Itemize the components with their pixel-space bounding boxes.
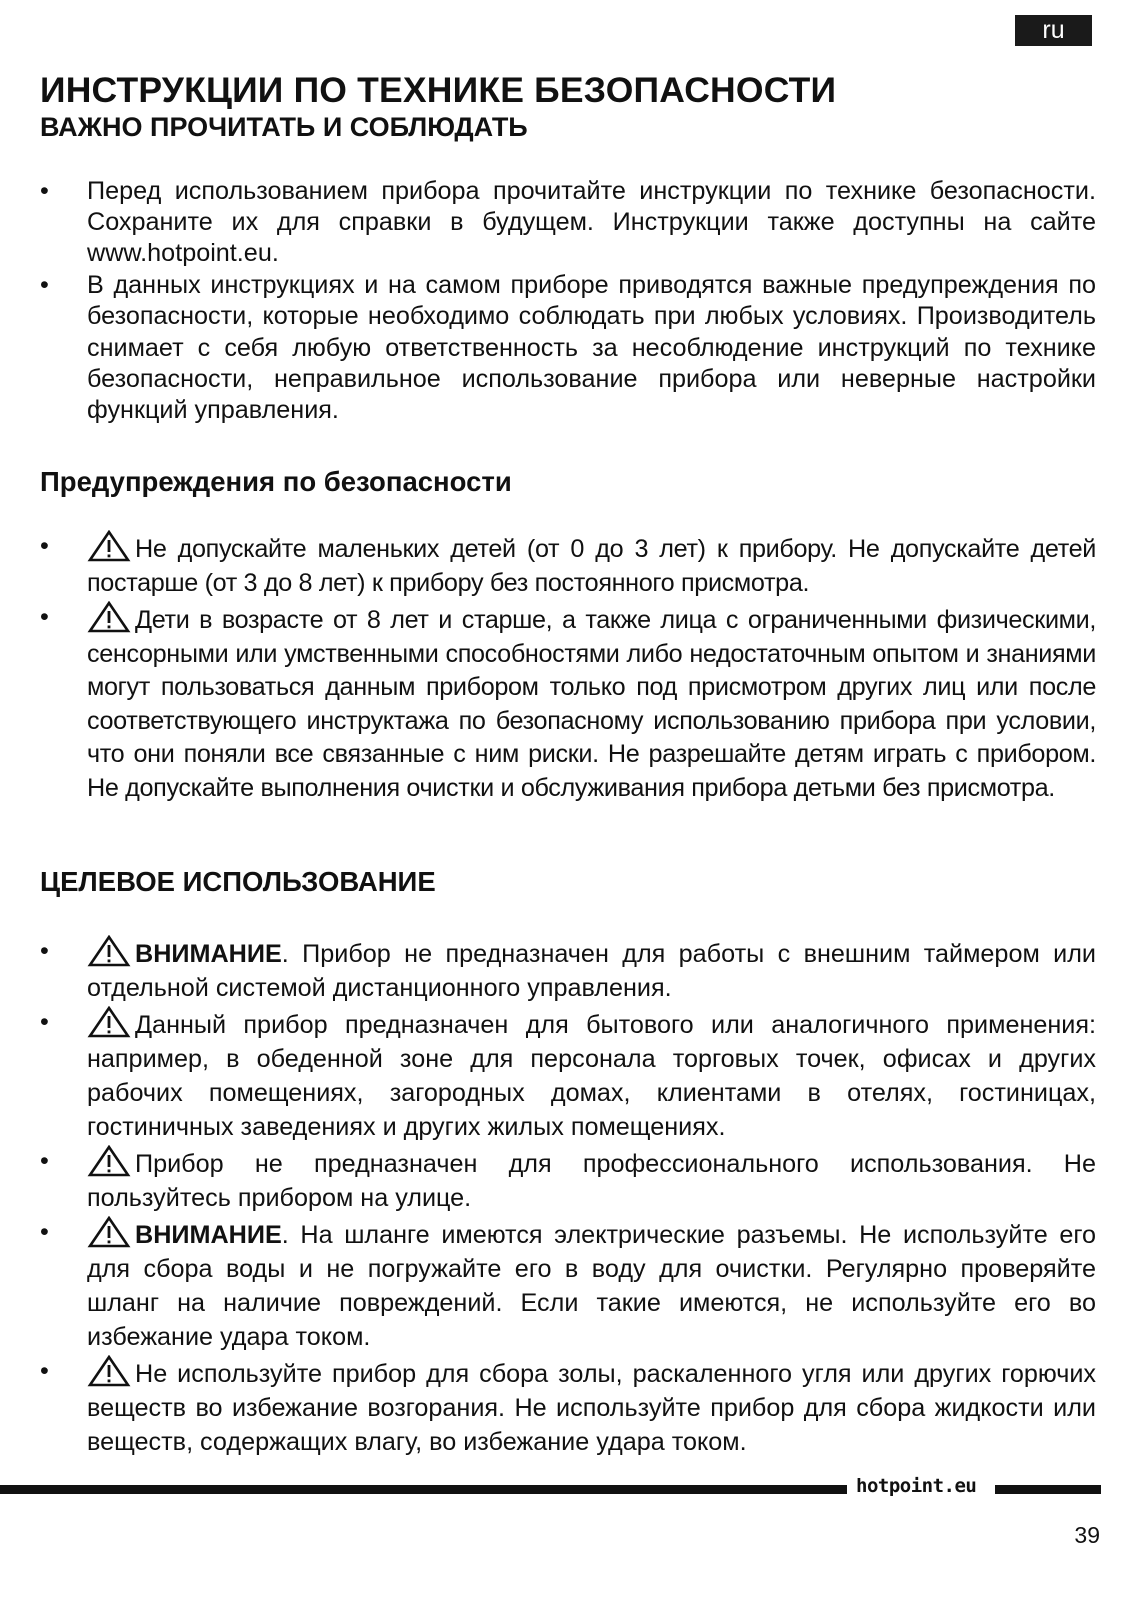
- list-item-text: Перед использованием прибора прочитайте инструкции по технике безопасности. Сохраните их для справки в будущем. Инструкции также доступны на сайте www.hotpoint.eu.: [87, 177, 1096, 268]
- bullet: •: [40, 937, 49, 965]
- bullet: •: [40, 177, 49, 205]
- list-item: [40, 935, 1096, 1006]
- warning-triangle-icon: [87, 601, 131, 633]
- attention-label: ВНИМАНИЕ: [135, 1221, 282, 1250]
- list-item-text: Прибор не предназначен для профессионального использования. Не пользуйтесь прибором на улице.: [87, 1149, 1096, 1212]
- page-number: 39: [1074, 1522, 1100, 1548]
- bullet: •: [40, 1356, 49, 1385]
- bullet: •: [40, 532, 49, 560]
- list-item: [40, 601, 1096, 805]
- section-title-safety: Предупреждения по безопасности: [40, 466, 512, 497]
- list-item-text: . На шланге имеются электрические разъемы. Не используйте его для сбора воды и не погружайте его в воду для очистки. Регулярно проверяйте шланг на наличие повреждений. Если такие имеются, не используйте его во избежание удара током.: [87, 1221, 1096, 1351]
- footer-rule-left: [0, 1485, 847, 1494]
- list-item: [40, 176, 1096, 270]
- page-title: ИНСТРУКЦИИ ПО ТЕХНИКЕ БЕЗОПАСНОСТИ: [40, 70, 837, 110]
- list-item-text: Дети в возрасте от 8 лет и старше, а также лица с ограниченными физическими, сенсорными или умственными способностями либо недостаточным опытом и знаниями могут пользоваться данным прибором только под присмотром других лиц или после соответствующего инструктажа по безопасному использованию прибора при условии, что они поняли все связанные с ним риски. Не разрешайте детям играть с прибором. Не допускайте выполнения очистки и обслуживания прибора детьми без присмотра.: [87, 606, 1096, 802]
- page-subtitle: ВАЖНО ПРОЧИТАТЬ И СОБЛЮДАТЬ: [40, 112, 528, 142]
- warning-triangle-icon: [87, 935, 131, 967]
- list-item: [40, 1216, 1096, 1354]
- list-item-text: Не используйте прибор для сбора золы, раскаленного угля или других горючих веществ во избежание возгорания. Не используйте прибор для сбора жидкости или веществ, содержащих влагу, во избежание удара током.: [87, 1359, 1096, 1456]
- warning-triangle-icon: [87, 1006, 131, 1038]
- footer-site-label: hotpoint.eu: [856, 1475, 977, 1497]
- list-item-text: Данный прибор предназначен для бытового или аналогичного применения: например, в обеденной зоне для персонала торговых точек, офисах и других рабочих помещениях, загородных домах, клиентами в отелях, гостиницах, гостиничных заведениях и других жилых помещениях.: [87, 1011, 1096, 1141]
- bullet: •: [40, 1008, 49, 1037]
- warning-triangle-icon: [87, 1145, 131, 1177]
- language-badge: ru: [1015, 15, 1092, 46]
- bullet: •: [40, 603, 49, 631]
- warning-triangle-icon: [87, 530, 131, 562]
- bullet: •: [40, 271, 49, 300]
- list-item-text: Не допускайте маленьких детей (от 0 до 3 лет) к прибору. Не допускайте детей постарше (от 3 до 8 лет) к прибору без постоянного присмотра.: [87, 535, 1096, 597]
- list-item-text: В данных инструкциях и на самом приборе приводятся важные предупреждения по безопасности, которые необходимо соблюдать при любых условиях. Производитель снимает с себя любую ответственность за несоблюдение инструкций по технике безопасности, неправильное использование прибора или неверные настройки функций управления.: [87, 271, 1096, 425]
- list-item: [40, 1145, 1096, 1216]
- bullet: •: [40, 1146, 49, 1175]
- bullet: •: [40, 1218, 49, 1247]
- warning-triangle-icon: [87, 1355, 131, 1387]
- list-item-text: . Прибор не предназначен для работы с внешним таймером или отдельной системой дистанционного управления.: [87, 940, 1096, 1002]
- warning-triangle-icon: [87, 1216, 131, 1248]
- safety-list: [40, 530, 1096, 806]
- intro-list: [40, 176, 1096, 427]
- attention-label: ВНИМАНИЕ: [135, 940, 282, 968]
- section-title-intended-use: ЦЕЛЕВОЕ ИСПОЛЬЗОВАНИЕ: [40, 866, 436, 897]
- list-item: [40, 1006, 1096, 1144]
- footer-rule-right: [995, 1485, 1101, 1494]
- list-item: [40, 1355, 1096, 1459]
- intended-use-list: [40, 935, 1096, 1460]
- list-item: [40, 530, 1096, 600]
- list-item: [40, 270, 1096, 426]
